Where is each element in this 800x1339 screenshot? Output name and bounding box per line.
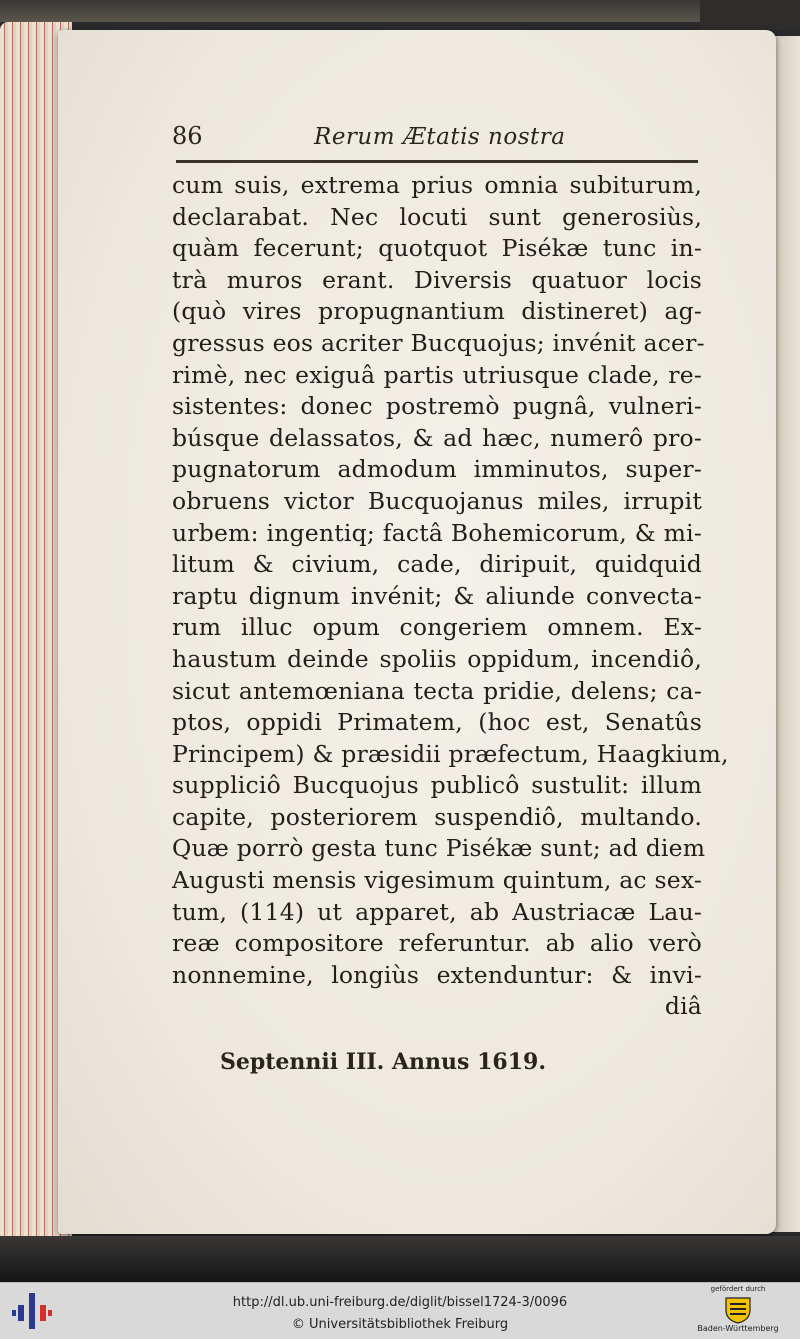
- text-line: rum illuc opum congeriem omnem. Ex-: [172, 613, 702, 642]
- text-line: rimè, nec exiguâ partis utriusque clade, re-: [172, 360, 702, 389]
- text-line: gressus eos acriter Bucquojus; invénit acer-: [172, 328, 705, 357]
- gutter-shadow: [0, 1236, 800, 1282]
- text-line: capite, posteriorem suspendiô, multando.: [172, 802, 702, 831]
- text-line: Principem) & præsidii præfectum, Haagkium,: [172, 739, 729, 768]
- text-line: Quæ porrò gesta tunc Pisékæ sunt; ad diem: [172, 834, 706, 863]
- text-line: urbem: ingentiq; factâ Bohemicorum, & mi-: [172, 518, 702, 547]
- head-rule: [176, 160, 698, 163]
- text-line: suppliciô Bucquojus publicô sustulit: illum: [172, 771, 702, 800]
- text-line: tum, (114) ut apparet, ab Austriacæ Lau-: [172, 897, 702, 926]
- facing-page-edge: [772, 36, 800, 1232]
- baden-wuerttemberg-crest-icon: [724, 1294, 752, 1324]
- text-line: trà muros erant. Diversis quatuor locis: [172, 265, 702, 294]
- book-cover-corner: [700, 0, 800, 30]
- text-line: ptos, oppidi Primatem, (hoc est, Senatûs: [172, 708, 702, 737]
- text-line: reæ compositore referuntur. ab alio verò: [172, 929, 702, 958]
- running-head: [172, 122, 698, 158]
- text-line: haustum deinde spoliis oppidum, incendiô,: [172, 644, 702, 673]
- text-line: raptu dignum invénit; & aliunde convecta-: [172, 581, 702, 610]
- text-line: (quò vires propugnantium distineret) ag-: [172, 297, 702, 326]
- text-line: búsque delassatos, & ad hæc, numerô pro-: [172, 423, 702, 452]
- viewer-footer: [0, 1282, 800, 1339]
- page-number: 86: [172, 122, 203, 150]
- text-line: pugnatorum admodum imminutos, super-: [172, 455, 702, 484]
- running-title: Rerum Ætatis nostra: [314, 124, 566, 150]
- sponsor-badge: [692, 1285, 784, 1337]
- text-line: sistentes: donec postremò pugnâ, vulneri-: [172, 392, 702, 421]
- sponsor-label: gefördert durch: [710, 1285, 766, 1293]
- text-line: nonnemine, longiùs extenduntur: & invi-: [172, 960, 702, 989]
- body-text: [172, 170, 729, 1023]
- permalink-url[interactable]: http://dl.ub.uni-freiburg.de/diglit/bissel1724-3/0096: [232, 1295, 568, 1310]
- text-line: sicut antemœniana tecta pridie, delens; ca-: [172, 676, 702, 705]
- book-cover-top: [0, 0, 800, 22]
- sponsor-name: Baden-Württemberg: [697, 1324, 779, 1333]
- text-line: Augusti mensis vigesimum quintum, ac sex-: [172, 866, 702, 895]
- catchword: diâ: [664, 992, 702, 1021]
- signature-line: Septennii III. Annus 1619.: [220, 1049, 546, 1075]
- copyright-notice: © Universitätsbibliothek Freiburg: [291, 1317, 509, 1332]
- text-line: quàm fecerunt; quotquot Pisékæ tunc in-: [172, 234, 702, 263]
- text-line: litum & civium, cade, diripuit, quidquid: [172, 550, 702, 579]
- text-line: obruens victor Bucquojanus miles, irrupit: [172, 486, 702, 515]
- text-line: cum suis, extrema prius omnia subiturum,: [172, 171, 702, 199]
- text-line: declarabat. Nec locuti sunt generosiùs,: [172, 202, 702, 231]
